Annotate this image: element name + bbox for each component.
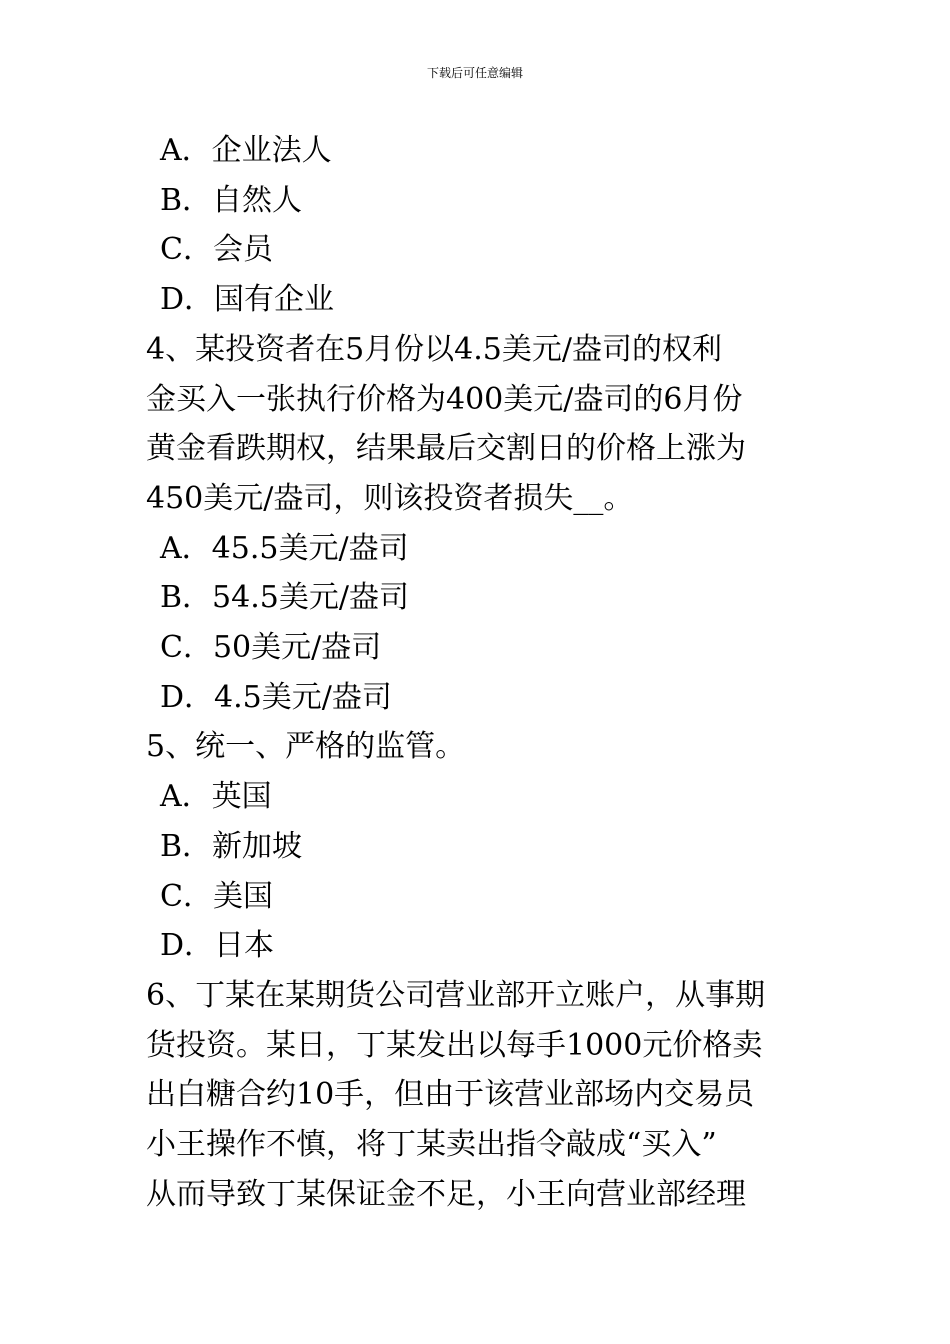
question-line: 6、丁某在某期货公司营业部开立账户，从事期 — [146, 977, 766, 1013]
option-line: D．国有企业 — [160, 282, 335, 318]
question-line: 4、某投资者在5月份以4.5美元/盎司的权利 — [146, 331, 722, 367]
page-header: 下载后可任意编辑 — [426, 66, 523, 80]
option-line: D．日本 — [160, 928, 275, 964]
option-line: A．45.5美元/盎司 — [160, 530, 409, 566]
question-line: 黄金看跌期权，结果最后交割日的价格上涨为 — [146, 431, 746, 467]
option-line: B．自然人 — [160, 182, 303, 218]
option-line: D．4.5美元/盎司 — [160, 679, 392, 715]
option-line: C．50美元/盎司 — [160, 630, 382, 666]
question-line: 从而导致丁某保证金不足，小王向营业部经理 — [146, 1176, 746, 1212]
question-line: 450美元/盎司，则该投资者损失__。 — [146, 480, 634, 516]
document-body — [146, 126, 816, 1219]
option-line: A．企业法人 — [160, 133, 332, 168]
question-line: 小王操作不慎，将丁某卖出指令敲成“买入” — [146, 1127, 717, 1163]
question-line: 出白糖合约10手，但由于该营业部场内交易员 — [146, 1077, 755, 1113]
question-line: 5、统一、严格的监管。 — [146, 729, 466, 765]
option-line: B．54.5美元/盎司 — [160, 580, 409, 616]
question-line: 金买入一张执行价格为400美元/盎司的6月份 — [146, 381, 743, 417]
option-line: B．新加坡 — [160, 828, 303, 864]
option-line: A．英国 — [160, 779, 272, 815]
option-line: C．美国 — [160, 878, 273, 914]
option-line: C．会员 — [160, 232, 273, 268]
question-line: 货投资。某日，丁某发出以每手1000元价格卖 — [146, 1027, 763, 1063]
